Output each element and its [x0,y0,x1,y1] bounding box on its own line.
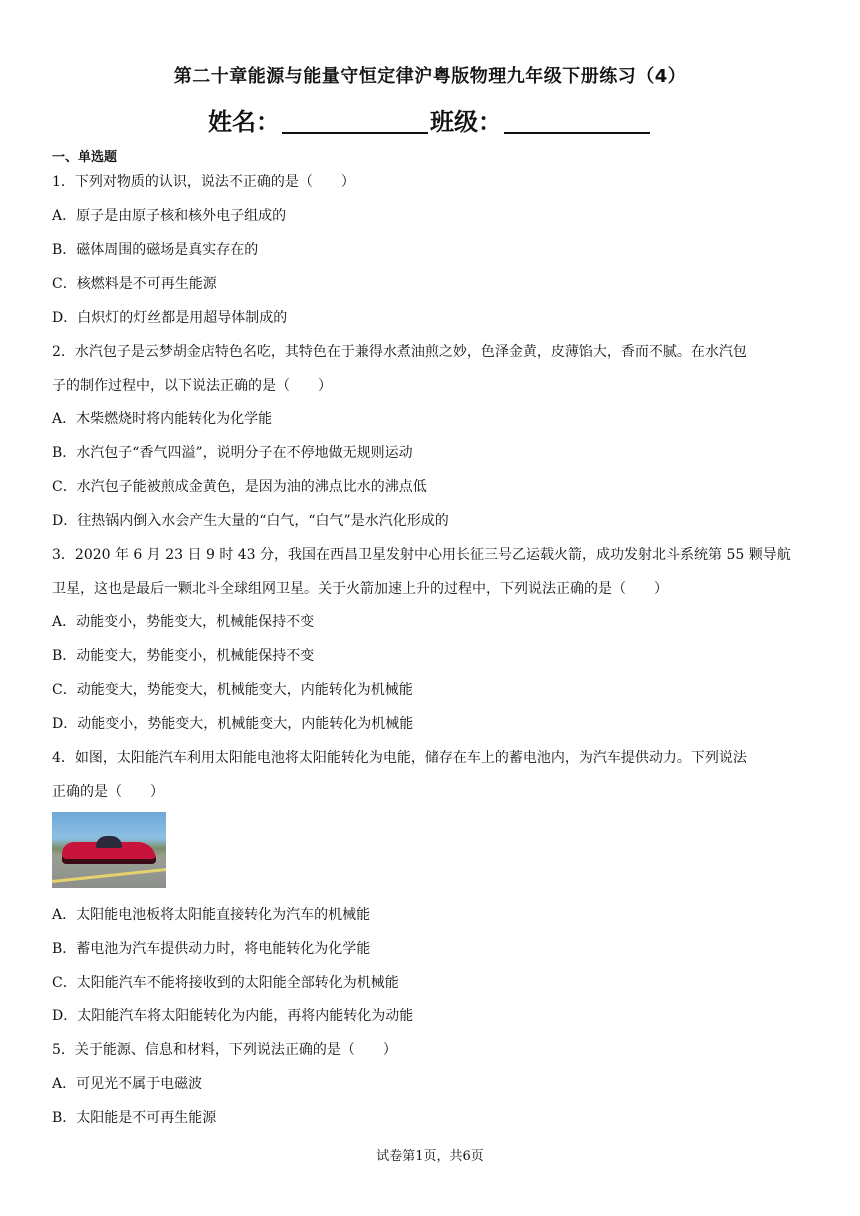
name-blank[interactable] [282,108,428,134]
q3-option-a: A．动能变小，势能变大，机械能保持不变 [52,614,315,630]
q2-option-d: D．往热锅内倒入水会产生大量的“白气，“白气”是水汽化形成的 [52,513,449,529]
q4-stem-line1: 4．如图，太阳能汽车利用太阳能电池将太阳能转化为电能，储存在车上的蓄电池内，为汽车提供动力。下列说法 [52,750,747,766]
q1-stem: 1．下列对物质的认识，说法不正确的是（ ） [52,174,355,190]
solar-car-canopy [96,836,122,848]
q3-option-c: C．动能变大，势能变大，机械能变大，内能转化为机械能 [52,682,413,698]
class-blank[interactable] [504,108,650,134]
q1-option-c: C．核燃料是不可再生能源 [52,276,217,292]
q4-option-a: A．太阳能电池板将太阳能直接转化为汽车的机械能 [52,907,371,923]
q2-stem-line1: 2．水汽包子是云梦胡金店特色名吃，其特色在于兼得水煮油煎之妙，色泽金黄，皮薄馅大，香而不腻。在水汽包 [52,344,747,360]
class-label: 班级： [430,108,502,136]
road-marking [52,868,166,883]
q1-option-b: B．磁体周围的磁场是真实存在的 [52,242,259,258]
q1-option-a: A．原子是由原子核和核外电子组成的 [52,208,287,224]
page-footer: 试卷第1页，共6页 [376,1149,484,1164]
q3-option-b: B．动能变大，势能变小，机械能保持不变 [52,648,315,664]
q4-option-c: C．太阳能汽车不能将接收到的太阳能全部转化为机械能 [52,975,399,991]
q2-option-b: B．水汽包子“香气四溢”，说明分子在不停地做无规则运动 [52,445,413,461]
page-title: 第二十章能源与能量守恒定律沪粤版物理九年级下册练习（4） [173,66,687,87]
q3-stem-line1: 3．2020 年 6 月 23 日 9 时 43 分，我国在西昌卫星发射中心用长征三号乙运载火箭，成功发射北斗系统第 55 颗导航 [52,547,791,563]
q2-stem-line2: 子的制作过程中，以下说法正确的是（ ） [52,378,332,394]
q3-stem-line2: 卫星，这也是最后一颗北斗全球组网卫星。关于火箭加速上升的过程中，下列说法正确的是（ ） [52,581,668,597]
name-class-line [0,102,860,137]
q2-option-c: C．水汽包子能被煎成金黄色，是因为油的沸点比水的沸点低 [52,479,427,495]
q2-option-a: A．木柴燃烧时将内能转化为化学能 [52,411,273,427]
q5-option-b: B．太阳能是不可再生能源 [52,1110,217,1126]
q4-option-b: B．蓄电池为汽车提供动力时，将电能转化为化学能 [52,941,371,957]
q4-stem-line2: 正确的是（ ） [52,784,164,800]
q1-option-d: D．白炽灯的灯丝都是用超导体制成的 [52,310,288,326]
q4-option-d: D．太阳能汽车将太阳能转化为内能，再将内能转化为动能 [52,1008,414,1024]
solar-car-photo [52,812,166,888]
q5-option-a: A．可见光不属于电磁波 [52,1076,203,1092]
q5-stem: 5．关于能源、信息和材料，下列说法正确的是（ ） [52,1042,397,1058]
section-heading: 一、单选题 [52,150,118,165]
name-label: 姓名： [208,108,280,136]
q3-option-d: D．动能变小，势能变大，机械能变大，内能转化为机械能 [52,716,414,732]
